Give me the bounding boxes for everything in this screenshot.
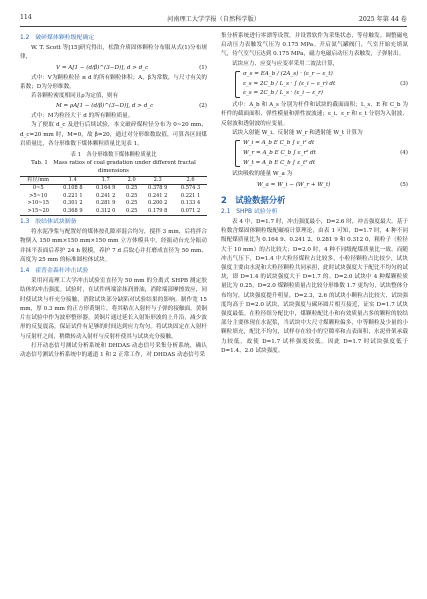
paragraph: 式中：M为粒径大于 d 的所有颗粒质量。: [31, 113, 134, 120]
equation-3-line-body: ε̇_s = 2C_b / L_s · (ε_i − ε_r): [243, 90, 323, 97]
equation-4-number: (4): [400, 149, 408, 156]
equation-2-body: M = ρA[1 − (d/β)^(3−D)], d > d_c: [56, 103, 154, 110]
table-cell: >15~20: [20, 208, 56, 216]
equation-2: [20, 101, 207, 112]
equation-5-number: (5): [400, 181, 408, 188]
equation-1: [20, 63, 207, 74]
table-header-cell: 粒径/mm: [20, 177, 56, 185]
equation-4-line: [243, 139, 408, 149]
table-1: [20, 176, 207, 216]
paragraph: 集分析系统进行零漂等设置，并设置软件为采集状态，等待触发。调整磁电启动压力表触发气压为 0.175 MPa。开启氮气罐阀门，气室开始充填氮气，待气室气压达到 0.175 MPa，磁力电磁启动压力表触发，子弹射出。: [221, 33, 408, 58]
equation-3-line-body: ε_s = 2C_b / L_s · ∫ (ε_i − ε_r) dt: [243, 80, 336, 87]
equation-4-line-body: W_i = A_b E C_b ∫ ε_i² dt: [243, 140, 315, 147]
equation-5: [221, 180, 408, 191]
equation-3-line-body: σ_s = EA_b / (2A_s) · (ε_r − ε_t): [243, 70, 333, 77]
issue-info: 2025 年第 44 卷: [358, 16, 407, 23]
table-header-cell: 2.3: [141, 177, 174, 185]
table-cell: 0.164 9: [95, 185, 116, 192]
table-header-row: [20, 177, 207, 185]
table-header-cell: 2.6: [174, 177, 207, 185]
table-cell: 0.200 2: [147, 200, 168, 207]
table-cell: 0.108 8: [63, 185, 83, 192]
table-cell: 0.179 8: [141, 208, 174, 216]
table-cell: 0.25: [126, 200, 138, 207]
equation-2-number: (2): [199, 103, 207, 110]
table-cell: 0.312 0: [89, 208, 122, 216]
table-cell: >10~15: [27, 200, 49, 207]
table-cell: 0.221 1: [180, 192, 201, 199]
table-1-caption: [20, 151, 207, 175]
paragraph: 采用河南理工大学冲击试验室直径为 50 mm 的分离式 SHPB 测定胶结体的冲击强度。试验时，在试件两端涂抹润滑油，消除端部摩擦效应，同时使试块与杆充分接触，消除试块部分缺陷对试验结果的影响。制作宽 15 mm，厚 0.3 mm 的正方形黄铜片，将其粘在入射杆与子弹的接触面，黄铜片在试验中作为波形整形器。黄铜片通过延长入射矩形波的上升沿，减少波形的反复震荡，保证试件有足够的时间达到应力均匀。将试块固定在入射杆与反射杆之间，稍微转动入射杆与反射杆使其与试块充分接触。: [20, 278, 207, 340]
page-number: 114: [20, 14, 32, 21]
table-cell: 0~5: [32, 185, 44, 192]
table-cell: >5~10: [29, 192, 48, 199]
equation-4-line: [243, 159, 408, 169]
equation-3-line: [243, 89, 408, 99]
paragraph: 式中：A_b 和 A_s 分别为杆件和试块的截面面积；L_s、E 和 C_b 为杆件的截面面积、弹性模量和弹性波波速；ε_i、ε_r 和 ε_t 分别为入射波、反射波和透射波的应变量。: [221, 102, 408, 127]
table-cell: 0.368 9: [56, 208, 89, 216]
equation-1-body: V = A[1 − (d/β)^(3−D)], d > d_c: [56, 64, 149, 71]
table-1-caption-zh: 表 1 各分形维数下煤体颗粒质量比: [70, 152, 157, 159]
table-cell: 0.301 2: [63, 200, 83, 207]
equation-1-number: (1): [199, 64, 207, 71]
paragraph: 试块入射能 W_i、反射能 W_r 和透射能 W_t 计算为: [232, 129, 363, 136]
right-column: [221, 32, 408, 356]
paragraph: 试块应力、应变与应变率采用二波法计算，: [232, 60, 339, 67]
table-header-cell: 2.0: [122, 177, 141, 185]
table-cell: 0.241 2: [95, 192, 116, 199]
table-cell: 0.221 1: [63, 192, 83, 199]
paragraph: 试块吸收的能量 W_a 为: [232, 171, 293, 178]
section-1-3-title: 1.3 胶结体试块制备: [20, 219, 77, 226]
paragraph: 式中：V为颗粒粒径 ≤ d 的所有颗粒体积；A，β为常数，与尺寸有关的系数；D为分形维数。: [20, 74, 207, 90]
equation-4: [221, 139, 408, 168]
table-cell: 0.25: [126, 185, 138, 192]
equation-3-line: [243, 70, 408, 80]
brace: [235, 71, 240, 98]
paragraph: 将水泥净浆与配置好的煤体按孔隙率混合均匀，搅拌 3 min，后将拌合物倒入 150 mm×150 mm×150 mm 立方体模具中，经振动台充分振动并抹平表面后养护 24 h 脱模，养护 7 d 后取心并打磨成直径为 50 mm、高度为 25 mm 的标准圆柱体试块。: [20, 229, 207, 263]
header-rule: [20, 26, 407, 27]
equation-3-number: (3): [400, 80, 408, 87]
section-2-title: 2 试验数据分析: [221, 194, 286, 205]
table-cell: 0.25: [126, 192, 138, 199]
table-row: [20, 200, 207, 207]
paragraph: W. T. Scott 等[15]研究得出，松散介质固体颗粒分布服从式(1)分布规律，: [20, 45, 207, 61]
table-cell: 0.574 3: [180, 185, 201, 192]
table-cell: 0.133 4: [180, 200, 201, 207]
section-1-4-title: 1.4 霍普金森杆冲击试验: [20, 268, 89, 275]
section-1-2-title: 1.2 破碎煤体颗粒级配确定: [20, 35, 95, 41]
equation-4-line: [243, 149, 408, 159]
table-row: [20, 208, 207, 216]
equation-4-line-body: W_t = A_b E C_b ∫ ε_t² dt: [243, 159, 316, 166]
left-column: [20, 32, 207, 360]
table-row: [20, 185, 207, 193]
table-cell: 0.281 9: [95, 200, 116, 207]
section-2-1-title: 2.1 SHPB 试验分析: [221, 208, 278, 215]
table-row: [20, 193, 207, 200]
table-cell: 0.378 9: [147, 185, 168, 192]
equation-4-line-body: W_r = A_b E C_b ∫ ε_r² dt: [243, 149, 316, 156]
table-1-caption-en: Tab. 1 Mass ratios of coal gradation under different fractal dimensions: [31, 160, 196, 175]
paragraph: 打开动态信号测试分析系统和 DHDAS 动态信号采集分析系统，确认动态信号测试分析系统中的通道 1 和 2 正常工作，对 DHDAS 动态信号采: [20, 342, 207, 358]
table-cell: 0.071 2: [174, 208, 207, 216]
equation-3-line: [243, 80, 408, 90]
table-cell: 0.241 2: [147, 192, 168, 199]
equation-3: [221, 70, 408, 99]
table-header-cell: 1.4: [56, 177, 89, 185]
brace: [235, 140, 240, 167]
paragraph: 为了便取 d_c 及进行后续试验，本文破碎煤粒径分布为 0~20 mm，d_c=20 mm 时，M=0，故 β=20，通过对分形维数取值，可算各区间煤岩质量比，各分形维数下煤体颗粒质量比见表 1。: [20, 122, 207, 147]
paragraph: 若各颗粒密度相同且ρ为定值，则有: [31, 93, 119, 100]
table-header-cell: 1.7: [89, 177, 122, 185]
table-cell: 0.25: [122, 208, 141, 216]
equation-5-body: W_a = W_i − (W_r + W_t): [257, 181, 331, 188]
journal-title: 河南理工大学学报（自然科学版）: [167, 16, 260, 23]
paragraph: 表 4 中，D=1.7 时，冲击强度最小，D=2.6 时，冲击强度最大。基于粒数含煤固体颗粒级配碾痕计算理论，由表 1 可知，D=1.7 时，4 种不同级配煤质量比为 0.164 9、0.241 2、0.281 9 和 0.312 0，粗粒子（粒径大于 10 mm）的占比较大；D=2.0 时，4 种不同级配煤质量比一致，而随冲击气压下，D=1.4 中大粒径煤粒占比较多，小粒径颗粒占比较少，试块强度主要由水泥和大粒径颗粒共同承担，此时试块强度大于配比不均匀的试块，即 D=1.4 的试块强度大于 D=1.7 的。D=2.0 试块中 4 种煤颗粒质量比为 0.25，D=2.0 煤颗粒质量占比较分形维数 1.7 更均匀，试块整体分布均匀，试块强度提升明显。D=2.3，2.6 的试块小颗粒占比较大，试块强度均高于 D=2.0 试块，试块强度与碳环圆片相互接近，证实 D=1.7 试块强度最低。在粒径组分配比中，煤颗粒配比小和有效质量占多的颗粒的胶结部分主要体现在水泥浆，当试块中大尺寸煤颗粒偏多，中等颗粒及少量的小颗粒填充，配比不均匀，试样存在较小的空隙率和点表面积，水泥骨架承载力较低，故使 D=1.7 试样强度较低。因此 D=1.7 时试块强度低于 D=1.4、2.0 试块强度。: [221, 219, 408, 354]
